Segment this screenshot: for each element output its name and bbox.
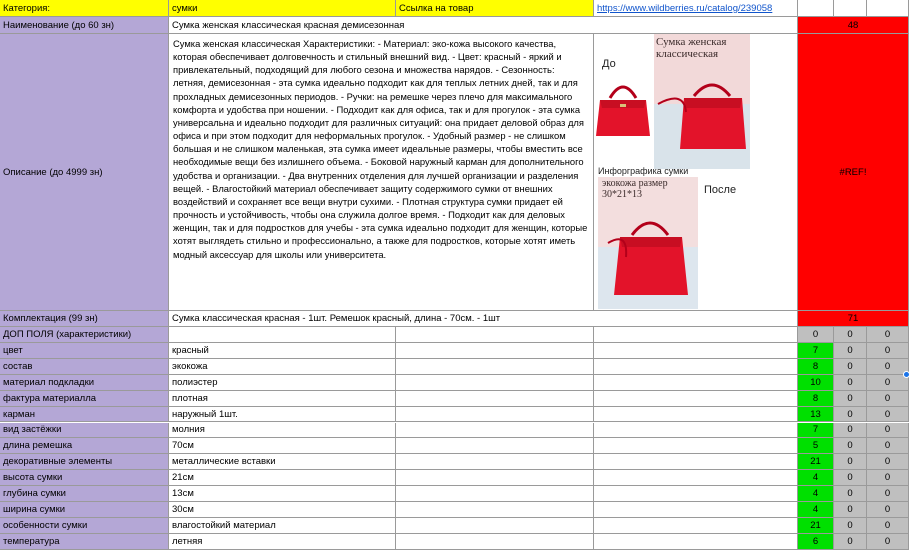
extra-count-3[interactable]: 0 <box>867 327 909 343</box>
empty-cell[interactable] <box>594 343 798 359</box>
attribute-count-1[interactable]: 4 <box>798 502 834 518</box>
attribute-name[interactable]: материал подкладки <box>0 375 169 391</box>
extra-fields-label[interactable]: ДОП ПОЛЯ (характеристики) <box>0 327 169 343</box>
attribute-count-2[interactable]: 0 <box>834 438 867 454</box>
attribute-count-1[interactable]: 6 <box>798 534 834 550</box>
attribute-row <box>0 486 909 502</box>
attribute-name[interactable]: глубина сумки <box>0 486 169 502</box>
attribute-row <box>0 391 909 407</box>
empty-cell[interactable] <box>867 0 909 17</box>
empty-cell[interactable] <box>798 0 834 17</box>
attribute-count-3[interactable]: 0 <box>867 454 909 470</box>
bag-before-image <box>594 78 652 140</box>
attribute-value[interactable]: полиэстер <box>169 375 396 391</box>
description-label[interactable]: Описание (до 4999 зн) <box>0 34 169 311</box>
attribute-name[interactable]: высота сумки <box>0 470 169 486</box>
attribute-name[interactable]: длина ремешка <box>0 438 169 454</box>
extra-fields-header-row <box>0 327 909 343</box>
empty-cell[interactable] <box>594 375 798 391</box>
attribute-value[interactable]: летняя <box>169 534 396 550</box>
attribute-value[interactable]: 13см <box>169 486 396 502</box>
attribute-count-2[interactable]: 0 <box>834 502 867 518</box>
extra-count-1[interactable]: 0 <box>798 327 834 343</box>
empty-cell[interactable] <box>396 327 594 343</box>
attribute-row <box>0 502 909 518</box>
attribute-value[interactable]: 30см <box>169 502 396 518</box>
attribute-value[interactable]: красный <box>169 343 396 359</box>
empty-cell[interactable] <box>396 534 594 550</box>
attribute-count-1[interactable]: 4 <box>798 486 834 502</box>
category-value[interactable]: сумки <box>169 0 396 17</box>
attribute-name[interactable]: вид застёжки <box>0 423 169 439</box>
attribute-count-2[interactable]: 0 <box>834 407 867 423</box>
kit-row <box>0 311 909 327</box>
kit-label[interactable]: Комплектация (99 зн) <box>0 311 169 327</box>
empty-cell[interactable] <box>594 486 798 502</box>
attribute-row <box>0 534 909 550</box>
attribute-value[interactable]: наружный 1шт. <box>169 407 396 423</box>
empty-cell[interactable] <box>396 454 594 470</box>
empty-cell[interactable] <box>594 502 798 518</box>
attribute-name[interactable]: цвет <box>0 343 169 359</box>
empty-cell[interactable] <box>396 502 594 518</box>
kit-char-count[interactable]: 71 <box>798 311 909 327</box>
attribute-count-2[interactable]: 0 <box>834 486 867 502</box>
attribute-count-1[interactable]: 8 <box>798 359 834 375</box>
attribute-count-3[interactable]: 0 <box>867 423 909 439</box>
attribute-count-1[interactable]: 21 <box>798 454 834 470</box>
attribute-count-1[interactable]: 21 <box>798 518 834 534</box>
card1-title: Сумка женская классическая <box>656 36 727 60</box>
attribute-count-3[interactable]: 0 <box>867 518 909 534</box>
kit-value[interactable]: Сумка классическая красная - 1шт. Ремешок красный, длина - 70см. - 1шт <box>169 311 798 327</box>
name-char-count[interactable]: 48 <box>798 17 909 34</box>
attribute-count-1[interactable]: 5 <box>798 438 834 454</box>
attribute-name[interactable]: фактура материалла <box>0 391 169 407</box>
empty-cell[interactable] <box>396 375 594 391</box>
attribute-value[interactable]: экокожа <box>169 359 396 375</box>
attribute-count-2[interactable]: 0 <box>834 423 867 439</box>
attribute-name[interactable]: декоративные элементы <box>0 454 169 470</box>
category-label[interactable]: Категория: <box>0 0 169 17</box>
empty-cell[interactable] <box>594 438 798 454</box>
link-label[interactable]: Ссылка на товар <box>396 0 594 17</box>
attribute-count-3[interactable]: 0 <box>867 407 909 423</box>
empty-cell[interactable] <box>594 470 798 486</box>
attribute-row <box>0 438 909 454</box>
attribute-count-2[interactable]: 0 <box>834 359 867 375</box>
extra-count-2[interactable]: 0 <box>834 327 867 343</box>
attribute-row <box>0 423 909 439</box>
attribute-count-2[interactable]: 0 <box>834 454 867 470</box>
attribute-value[interactable]: влагостойкий материал <box>169 518 396 534</box>
attribute-value[interactable]: молния <box>169 423 396 439</box>
attribute-count-1[interactable]: 8 <box>798 391 834 407</box>
attribute-name[interactable]: особенности сумки <box>0 518 169 534</box>
attribute-name[interactable]: состав <box>0 359 169 375</box>
attribute-count-3[interactable]: 0 <box>867 470 909 486</box>
before-label: До <box>602 58 616 70</box>
empty-cell[interactable] <box>594 327 798 343</box>
attribute-count-1[interactable]: 7 <box>798 423 834 439</box>
attribute-name[interactable]: карман <box>0 407 169 423</box>
empty-cell[interactable] <box>594 454 798 470</box>
attribute-count-3[interactable]: 0 <box>867 375 909 391</box>
attribute-name[interactable]: ширина сумки <box>0 502 169 518</box>
attribute-count-1[interactable]: 10 <box>798 375 834 391</box>
empty-cell[interactable] <box>396 486 594 502</box>
attribute-value[interactable]: 70см <box>169 438 396 454</box>
attribute-count-3[interactable]: 0 <box>867 343 909 359</box>
empty-cell[interactable] <box>594 407 798 423</box>
description-char-count[interactable]: #REF! <box>798 34 909 311</box>
product-link[interactable] <box>594 0 798 17</box>
attribute-count-1[interactable]: 4 <box>798 470 834 486</box>
name-value[interactable]: Сумка женская классическая красная демисезонная <box>169 17 798 34</box>
attribute-count-1[interactable]: 13 <box>798 407 834 423</box>
name-row <box>0 17 909 34</box>
empty-cell[interactable] <box>396 391 594 407</box>
attribute-row <box>0 359 909 375</box>
empty-cell[interactable] <box>396 359 594 375</box>
attribute-count-3[interactable]: 0 <box>867 359 909 375</box>
card2-text: экокожа размер 30*21*13 <box>602 178 668 200</box>
description-row <box>0 34 909 311</box>
attribute-row <box>0 407 909 423</box>
after-label: После <box>704 184 737 196</box>
empty-cell[interactable] <box>169 327 396 343</box>
attribute-row <box>0 454 909 470</box>
product-link-text[interactable]: https://www.wildberries.ru/catalog/239058 <box>597 2 773 14</box>
infographic-label: Инфорграфика сумки <box>598 166 689 176</box>
attribute-value[interactable]: плотная <box>169 391 396 407</box>
attribute-count-3[interactable]: 0 <box>867 534 909 550</box>
empty-cell[interactable] <box>396 438 594 454</box>
empty-cell[interactable] <box>396 343 594 359</box>
attribute-count-2[interactable]: 0 <box>834 343 867 359</box>
attribute-value[interactable]: 21см <box>169 470 396 486</box>
selection-fill-handle[interactable] <box>903 371 909 378</box>
attribute-row <box>0 518 909 534</box>
empty-cell[interactable] <box>594 423 798 439</box>
attribute-count-2[interactable]: 0 <box>834 518 867 534</box>
empty-cell[interactable] <box>594 391 798 407</box>
attribute-count-1[interactable]: 7 <box>798 343 834 359</box>
empty-cell[interactable] <box>594 359 798 375</box>
empty-cell[interactable] <box>396 423 594 439</box>
empty-cell[interactable] <box>396 407 594 423</box>
empty-cell[interactable] <box>834 0 867 17</box>
name-label[interactable]: Наименование (до 60 зн) <box>0 17 169 34</box>
attribute-count-2[interactable]: 0 <box>834 391 867 407</box>
product-images[interactable] <box>594 34 798 311</box>
attribute-count-2[interactable]: 0 <box>834 534 867 550</box>
description-text[interactable]: Сумка женская классическая Характеристики: - Материал: эко-кожа высокого качества, которая обеспечивает долговечность и стильный внешний вид. - Цвет: красный - яркий и привлекательный, подходящий для любого сезона и множества нарядов. - Сезонность: летняя, демисезонная - эта сумка идеально подходит как для теплых летних дней, так и для прохладных демисезонных периодов. - Ручки: на ремешке через плечо для максимального комфорта и удобства при ношении. - Подходит как для офиса, так и для прогулок - эта сумка универсальна и идеально подходит для различных ситуаций: она придает деловой образ для офиса и при этом подходит для неформальных прогулок. - Удобный размер - не слишком большая и не слишком маленькая, эта сумка имеет идеальные размеры, чтобы вместить все необходимые вещи без излишнего объема. - Боковой наружный карман для дополнительного удобства и организации. - Два внутренних отделения для лучшей организации и разделения вещей. - Влагостойкий материал обеспечивает защиту содержимого сумки от внешних воздействий и сохраняет все вещи внутри сухими. - Плотная структура сумки придает ей прочность и устойчивость, чтобы она служила долгое время. - Подходит как для деловых женщин, так и для подростков для учебы - эта сумка идеально подходит для женщин, которые хотят выглядеть стильно и профессионально, а также для подростков, которые хотят иметь модный аксессуар для школы или университета. <box>169 34 594 311</box>
attribute-count-2[interactable]: 0 <box>834 470 867 486</box>
empty-cell[interactable] <box>396 518 594 534</box>
attribute-count-3[interactable]: 0 <box>867 502 909 518</box>
attribute-row <box>0 343 909 359</box>
attribute-row <box>0 470 909 486</box>
attribute-count-3[interactable]: 0 <box>867 486 909 502</box>
attribute-count-2[interactable]: 0 <box>834 375 867 391</box>
attribute-name[interactable]: температура <box>0 534 169 550</box>
attribute-count-3[interactable]: 0 <box>867 391 909 407</box>
attribute-count-3[interactable]: 0 <box>867 438 909 454</box>
attribute-row <box>0 375 909 391</box>
empty-cell[interactable] <box>594 534 798 550</box>
attribute-value[interactable]: металлические вставки <box>169 454 396 470</box>
empty-cell[interactable] <box>396 470 594 486</box>
category-row <box>0 0 909 17</box>
empty-cell[interactable] <box>594 518 798 534</box>
